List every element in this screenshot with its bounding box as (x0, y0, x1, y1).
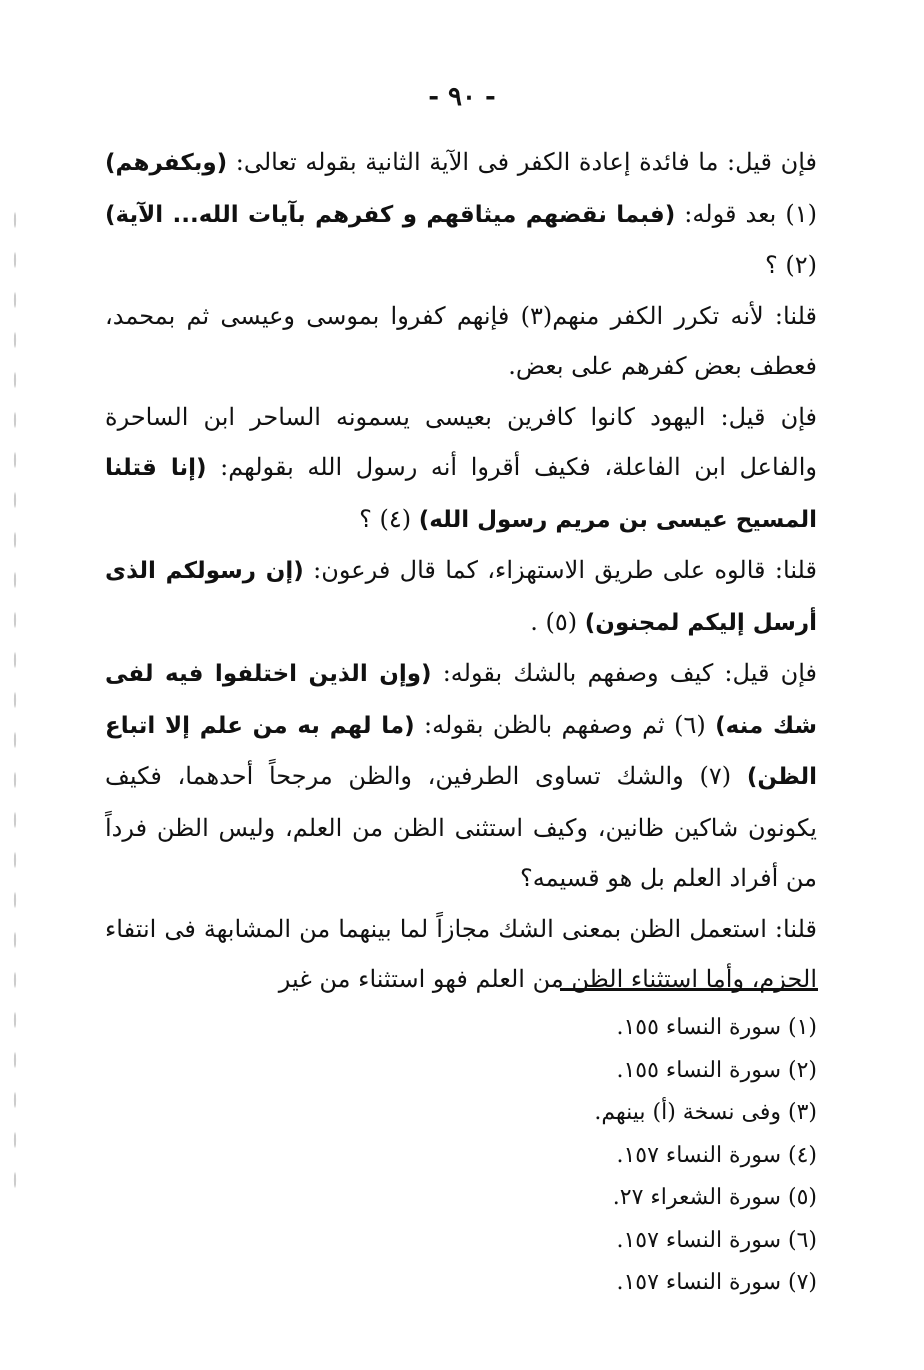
footnote: (٥) سورة الشعراء ٢٧. (612, 1185, 817, 1210)
page-number: - ٩٠ - (428, 82, 496, 112)
paragraph-text: (٥) . (530, 607, 585, 636)
scan-speckle-margin (12, 200, 18, 1200)
footnote: (١) سورة النساء ١٥٥. (616, 1015, 817, 1040)
paragraph-text: قلنا: لأنه تكرر الكفر منهم(٣) فإنهم كفروا بموسى وعيسى ثم بمحمد، فعطف بعض كفرهم على بعض. (105, 301, 817, 380)
paragraph-text: (٦) ثم وصفهم بالظن بقوله: (414, 710, 716, 739)
paragraph-text: فإن قيل: كيف وصفهم بالشك بقوله: (431, 659, 817, 687)
quran-quote: (إن رسولكم الذى أرسل إليكم لمجنون) (105, 558, 817, 636)
paragraph-text: (٤) ؟ (359, 504, 419, 533)
footnote: (٧) سورة النساء ١٥٧. (616, 1270, 817, 1295)
footnote: (٢) سورة النساء ١٥٥. (616, 1057, 817, 1083)
quran-quote: (إنا قتلنا المسيح عيسى بن مريم رسول الله) (105, 455, 817, 533)
paragraph-text: (٢) ؟ (765, 251, 817, 279)
footnote: (٦) سورة النساء ١٥٧. (616, 1227, 817, 1253)
quran-quote: (وإن الذين اختلفوا فيه لفى شك منه) (105, 661, 817, 739)
paragraph-text: (٧) والشك تساوى الطرفين، والظن مرجحاً أحدهما، فكيف يكونون شاكين ظانين، وكيف استثنى الظن من العلم، وليس الظن فرداً من أفراد العلم بل هو قسيمه؟ (105, 762, 817, 892)
footnote: (٤) سورة النساء ١٥٧. (616, 1142, 817, 1168)
paragraph (105, 291, 817, 392)
main-text (105, 137, 817, 1005)
paragraph-text: قلنا: استعمل الظن بمعنى الشك مجازاً لما بينهما من المشابهة فى انتفاء الجزم، وأما استثناء الظن من العلم فهو استثناء من غير (105, 914, 817, 993)
paragraph-text: فإن قيل: ما فائدة إعادة الكفر فى الآية الثانية بقوله تعالى: (227, 148, 817, 176)
paragraph-text: فإن قيل: اليهود كانوا كافرين بعيسى يسمونه الساحر ابن الساحرة والفاعل ابن الفاعلة، فكيف أقروا أنه رسول الله بقولهم: (105, 402, 817, 481)
paragraph (105, 648, 817, 904)
paragraph (105, 545, 817, 648)
footnote: (٣) وفى نسخة (أ) بينهم. (594, 1100, 817, 1125)
paragraph (105, 392, 817, 546)
paragraph (105, 137, 817, 291)
footnotes (360, 1007, 817, 1305)
paragraph-text: (١) بعد قوله: (675, 199, 817, 228)
quran-quote: (فبما نقضهم ميثاقهم و كفرهم بآيات الله... الآية) (105, 201, 676, 228)
quran-quote: (وبكفرهم) (105, 150, 228, 176)
paragraph-text: قلنا: قالوه على طريق الاستهزاء، كما قال فرعون: (303, 556, 817, 584)
footnote-separator (560, 988, 818, 991)
quran-quote: (ما لهم به من علم إلا اتباع الظن) (105, 712, 817, 790)
